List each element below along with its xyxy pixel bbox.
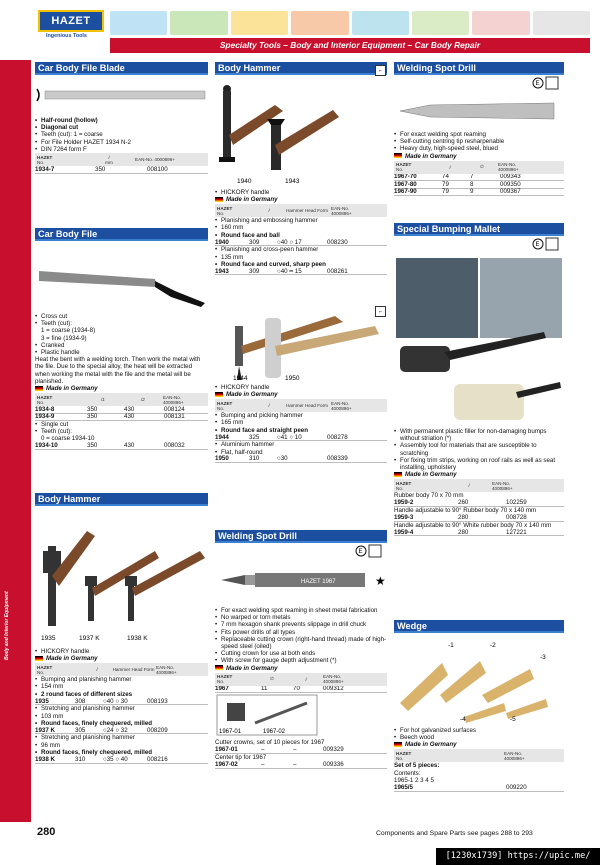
category-icon[interactable] [291,11,348,35]
table-row: 1938 K 310 ○35 ○ 40 008216 [35,756,208,764]
table-row: 1967-70 74 7 009343 [394,174,564,182]
welding-spot-drill-image [215,543,387,605]
table-row: 1967-80 79 8 009350 [394,181,564,189]
special-bumping-mallet-section: Special Bumping Mallet E • With permanent plastic filler for non-damaging bumps without striation (*) • Assembly tool for materials that are susceptible to scratching • For fixing trim strips, working on roof rails as well as seat installing, upholstery Made in Germany HAZET No. l EAN-No. 4000896+ Rubber body 70 x 70 mm 1959-2 260 102259 Handle adjustable to 90° Rubber body 70 x 140 mm 1959-3 280 008728 Handle adjustable to 90° White rubber body 70 x 140 mm 1959-4 280 127221 [394,223,564,536]
feature-item: • For File Holder HAZET 1934 N-2 [35,139,208,146]
section-title: Car Body File [35,228,208,241]
wedges-image [394,633,564,725]
car-body-file-blade-section [35,62,208,174]
body-hammer-section-3: ⌐ 1944 1950 • HICKORY handle Made in Germany HAZET No. l Hammer Head Form EAN-No. 4000896+ • Bumping and picking hammer • 165 mm • Round face and straight peen 1944 325 ○41 ○ 10 008278 • Aluminium hammer • Flat, half-round 1950 310 ○30 008339 [215,306,387,463]
image-label: 1940 [237,178,252,185]
category-icon[interactable] [472,11,529,35]
table-row: 1937 K 305 ○24 ○ 32 008209 [35,727,208,735]
image-label: 1944 [233,375,248,382]
table-header: HAZET No. l Hammer Head Form EAN-No. 4000896+ [35,663,208,676]
category-icon[interactable] [352,11,409,35]
table-row: 1940 309 ○40 ○ 17 008230 [215,239,387,247]
side-tab[interactable]: Body and Interior Equipment [0,60,31,822]
car-body-file-section: Car Body File • Cross cut • Teeth (cut): 1 = coarse (1934-8) 3 = fine (1934-9) • Cranked • Plastic handle Heat the bent with a welding torch. Then work the metal with the file. Due to the special alloy, the heat will be extracted when working the metal with the file and the metal will be planished. Made in Germany HAZET No. l1 l2 EAN-No. 4000896+ 1934-8 350 430 008124 1934-9 350 430 008131 • Single cut • Teeth (cut): 0 = coarse 1934-10 1934-10 350 430 008032 [35,228,208,450]
german-flag-icon [35,386,43,391]
category-icon[interactable] [533,11,590,35]
table-header: HAZET No. EAN-No. 4000896+ [394,749,564,762]
svg-text:-4: -4 [460,716,466,723]
table-header: HAZET No. l Hammer Head Form EAN-No. 4000896+ [215,204,387,217]
watermark: [1230x1739] https://upic.me/ [436,848,600,865]
table-row: 1944 325 ○41 ○ 10 008278 [215,434,387,442]
category-icon[interactable] [412,11,469,35]
section-title: Special Bumping Mallet [394,223,564,236]
svg-text:E: E [535,81,540,87]
table-row: 1959-2 260 102259 [394,499,564,507]
table-row: 1934-9 350 430 008131 [35,414,208,422]
image-label: 1950 [285,375,300,382]
table-row: 1959-3 280 008728 [394,514,564,522]
body-hammer-section-2: Body Hammer ⌐ 1940 1943 • HICKORY handle Made in Germany HAZET No. l Hammer Head Form EAN-No. 4000896+ • Planishing and embossing hammer • 160 mm • Round face and ball 1940 309 ○40 ○ 17 008230 • Planishing and cross-peen hammer • 135 mm • Round face and curved, sharp peen 1943 309 ○40 ━ 15 008261 [215,62,387,275]
svg-text:1967-01: 1967-01 [219,729,242,736]
drill-parts-image [215,693,387,737]
table-header: HAZET No. l Hammer Head Form EAN-No. 4000896+ [215,399,387,412]
usage-link-icon[interactable]: ⌐ [375,306,386,317]
image-label: 1943 [285,178,300,185]
description: Heat the bent with a welding torch. Then work the metal with the file. Due to the special alloy, the heat will be extracted when working the metal with the file and the metal will be planished. [35,356,201,385]
bumping-mallet-image [394,236,564,426]
section-title: Welding Spot Drill [394,62,564,75]
svg-text:E: E [535,242,540,248]
table-row: 1934-8 350 430 008124 [35,406,208,414]
table-row: 1934-7 350 008100 [35,166,208,174]
made-in-germany: Made in Germany [35,385,208,393]
image-label: 1935 [41,635,56,642]
feature-item: • Cross cut [35,313,208,320]
category-icons [110,11,590,35]
table-header: HAZET No. l ∅ EAN-No. 4000896+ [394,161,564,174]
asterisk-marker: ★ [375,574,386,588]
section-title: Body Hammer [35,493,208,506]
german-flag-icon [394,742,402,747]
table-row: 1967-01 – – 009329 [215,746,387,754]
section-title: Wedge [394,620,564,633]
german-flag-icon [394,472,402,477]
feature-item: • Half-round (hollow) [35,117,208,124]
page-header [0,0,600,58]
feature-item: • Teeth (cut): [35,320,208,327]
svg-text:E: E [358,549,363,555]
feature-item: • Diagonal cut [35,124,208,131]
table-row: 1967 11 70 009312 [215,686,387,694]
tagline: Ingenious Tools [46,33,87,39]
body-hammers-image [215,306,387,382]
welding-spot-drill-section: Welding Spot Drill E HAZET 1967 ★ • For exact welding spot reaming in sheet metal fabrication • No warped or torn metals • 7 mm hexagon shank prevents slippage in drill chuck • Fits power drills of all types • Replaceable cutting crown (right-hand thread) made of high-speed steel (oiled) • Cutting crown for use at both ends • With screw for gauge depth adjustment (*) Made in Germany HAZET No. ∅ l EAN-No. 4000896+ 1967 11 70 009312 1967-01 1967-02 Cutter crowns, set of 10 pieces for 1967 1967-01 – – 009329 Center tip for 1967 1967-02 – – 009336 [215,530,387,769]
german-flag-icon [394,153,402,158]
category-icon[interactable] [110,11,167,35]
section-title: Car Body File Blade [35,62,208,75]
table-row: 1965/5 009220 [394,784,564,792]
table-row: 1967-90 79 9 009367 [394,189,564,197]
image-label: 1937 K [79,635,100,642]
body-hammers-image [215,75,387,187]
feature-item: • Plastic handle [35,349,208,356]
table-row: 1950 310 ○30 008339 [215,456,387,464]
svg-text:-1: -1 [448,642,454,649]
usage-link-icon[interactable]: ⌐ [375,65,386,76]
german-flag-icon [35,656,43,661]
body-hammers-image [35,506,208,646]
german-flag-icon [215,665,223,670]
table-header: HAZET No. l EAN-No. 4000896+ [394,479,564,492]
table-header: HAZET No. l1 l2 EAN-No. 4000896+ [35,393,208,406]
file-blade-image [35,75,208,115]
body-hammer-section-1: Body Hammer 1935 1937 K 1938 K • HICKORY handle Made in Germany HAZET No. l Hammer Head Form EAN-No. 4000896+ • Bumping and planishing hammer • 154 mm • 2 round faces of different sizes 1935 308 ○40 ○ 30 008193 • Stretching and planishing hammer • 103 mm • Round faces, finely chequered, milled 1937 K 305 ○24 ○ 32 008209 • Stretching and planishing hammer • 96 mm • Round faces, finely chequered, milled 1938 K 310 ○35 ○ 40 008216 [35,493,208,764]
svg-text:-3: -3 [540,654,546,661]
section-title: Welding Spot Drill [215,530,387,543]
table-header: HAZET No. l mm EAN-No. 4000896+ [35,153,208,166]
category-icon[interactable] [170,11,227,35]
welding-spot-drill-right-section: Welding Spot Drill E • For exact welding spot reaming • Self-cutting centring tip resharpenable • Heavy duty, high-speed steel, blued Made in Germany HAZET No. l ∅ EAN-No. 4000896+ 1967-70 74 7 009343 1967-80 79 8 009350 1967-90 79 9 009367 [394,62,564,196]
car-body-file-image [35,241,208,311]
section-ribbon: Specialty Tools – Body and Interior Equipment – Car Body Repair [110,38,590,53]
table-row: 1943 309 ○40 ━ 15 008261 [215,268,387,276]
section-title: Body Hammer [215,62,387,75]
german-flag-icon [215,197,223,202]
table-row: 1967-02 – – 009336 [215,761,387,769]
svg-text:-2: -2 [490,642,496,649]
spot-drill-bits-image [394,75,564,129]
page-number: 280 [37,826,56,838]
svg-text:1967-02: 1967-02 [263,729,286,736]
hazet-logo: HAZET [38,10,104,32]
footer-note: Components and Spare Parts see pages 288 to 293 [376,830,533,837]
image-label: 1938 K [127,635,148,642]
table-header: HAZET No. ∅ l EAN-No. 4000896+ [215,673,387,686]
feature-item: • DIN 7264 form F [35,146,208,153]
table-row: 1934-10 350 430 008032 [35,443,208,451]
feature-item: • Teeth (cut): 1 = coarse [35,131,208,138]
svg-text:HAZET 1967: HAZET 1967 [301,579,336,585]
table-row: 1959-4 280 127221 [394,529,564,537]
wedge-section: Wedge -1 -2 -3 -4 -5 • For hot galvanized surfaces • Beech wood Made in Germany HAZET No. EAN-No. 4000896+ Set of 5 pieces: Contents: 1965-1 2 3 4 5 1965/5 009220 [394,620,564,792]
svg-text:-5: -5 [510,716,516,723]
category-icon[interactable] [231,11,288,35]
german-flag-icon [215,392,223,397]
table-row: 1935 308 ○40 ○ 30 008193 [35,698,208,706]
feature-item: • Cranked [35,342,208,349]
